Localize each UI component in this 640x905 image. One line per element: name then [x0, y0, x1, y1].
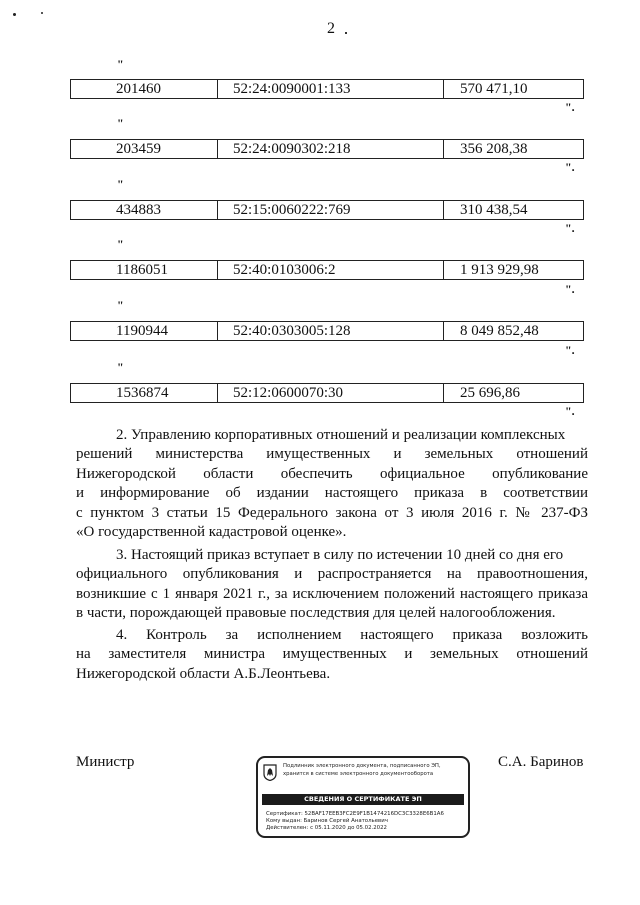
text-line: и информирование об издании настоящего приказа в соответствии [76, 485, 588, 502]
table-row [70, 79, 584, 99]
closing-quote: ". [565, 282, 575, 296]
closing-quote: ". [565, 343, 575, 357]
scan-mark [41, 12, 43, 14]
cadastral-value: 1 913 929,98 [460, 261, 539, 278]
stamp-issued-to: Кому выдан: Баринов Сергей Анатольевич [266, 818, 388, 824]
cadastral-value: 570 471,10 [460, 80, 528, 97]
table-row [70, 321, 584, 341]
closing-quote: ". [565, 221, 575, 235]
opening-quote: " [117, 57, 124, 71]
closing-quote: ". [565, 404, 575, 418]
object-id: 434883 [71, 201, 218, 219]
signer-title: Министр [76, 754, 135, 770]
object-id: 1190944 [71, 322, 218, 340]
text-line: 4. Контроль за исполнением настоящего приказа возложить [116, 627, 588, 643]
closing-quote: ". [565, 160, 575, 174]
table-row [70, 383, 584, 403]
cadastral-number: 52:24:0090302:218 [218, 140, 444, 158]
stamp-header-line: хранится в системе электронного документооборота [283, 771, 434, 777]
cadastral-value: 25 696,86 [460, 384, 520, 401]
cadastral-value: 310 438,54 [460, 201, 528, 218]
page-number: 2 [327, 20, 335, 37]
table-row [70, 200, 584, 220]
object-id: 1186051 [71, 261, 218, 279]
coat-of-arms-icon [263, 764, 277, 781]
cadastral-value: 8 049 852,48 [460, 322, 539, 339]
text-line: на заместителя министра имущественных и земельных отношений [76, 646, 588, 663]
text-line: в части, порождающей правовые последствия для целей налогообложения. [76, 605, 556, 622]
stamp-certificate-band: СВЕДЕНИЯ О СЕРТИФИКАТЕ ЭП [262, 794, 464, 805]
electronic-signature-stamp [256, 756, 470, 838]
object-id: 201460 [71, 80, 218, 98]
text-line: «О государственной кадастровой оценке». [76, 524, 347, 541]
cadastral-number: 52:12:0600070:30 [218, 384, 444, 402]
signer-name: С.А. Баринов [498, 754, 584, 770]
text-line: с пунктом 3 статьи 15 Федерального закона от 3 июля 2016 г. № 237-ФЗ [76, 504, 588, 521]
closing-quote: ". [565, 100, 575, 114]
paragraph-publication [76, 426, 588, 542]
text-line: 2. Управлению корпоративных отношений и реализации комплексных [116, 427, 566, 443]
stamp-header-line: Подлинник электронного документа, подписанного ЭП, [283, 763, 441, 769]
scan-mark [13, 13, 16, 16]
cadastral-value: 356 208,38 [460, 140, 528, 157]
paragraph-effective-date [76, 546, 588, 624]
text-line: Нижегородской области А.Б.Леонтьева. [76, 665, 331, 682]
text-line: Нижегородской области обеспечить официальное опубликование [76, 465, 588, 482]
object-id: 1536874 [71, 384, 218, 402]
opening-quote: " [117, 116, 124, 130]
text-line: возникшие с 1 января 2021 г., за исключением положений настоящего приказа [76, 585, 588, 602]
page-number-dot [345, 32, 347, 34]
opening-quote: " [117, 177, 124, 191]
text-line: 3. Настоящий приказ вступает в силу по истечении 10 дней со дня его [116, 547, 564, 563]
text-line: решений министерства имущественных и земельных отношений [76, 446, 588, 463]
stamp-certificate-number: Сертификат: 52BAF17EEB3FC2E9F1B1474216DC3C3328E6B1A6 [266, 811, 444, 817]
paragraph-control [76, 626, 588, 684]
table-row [70, 260, 584, 280]
table-row [70, 139, 584, 159]
opening-quote: " [117, 360, 124, 374]
stamp-validity: Действителен: с 05.11.2020 до 05.02.2022 [266, 825, 387, 831]
cadastral-number: 52:15:0060222:769 [218, 201, 444, 219]
cadastral-number: 52:40:0103006:2 [218, 261, 444, 279]
opening-quote: " [117, 298, 124, 312]
cadastral-number: 52:40:0303005:128 [218, 322, 444, 340]
object-id: 203459 [71, 140, 218, 158]
text-line: официального опубликования и распространяется на правоотношения, [76, 566, 588, 583]
opening-quote: " [117, 237, 124, 251]
cadastral-number: 52:24:0090001:133 [218, 80, 444, 98]
